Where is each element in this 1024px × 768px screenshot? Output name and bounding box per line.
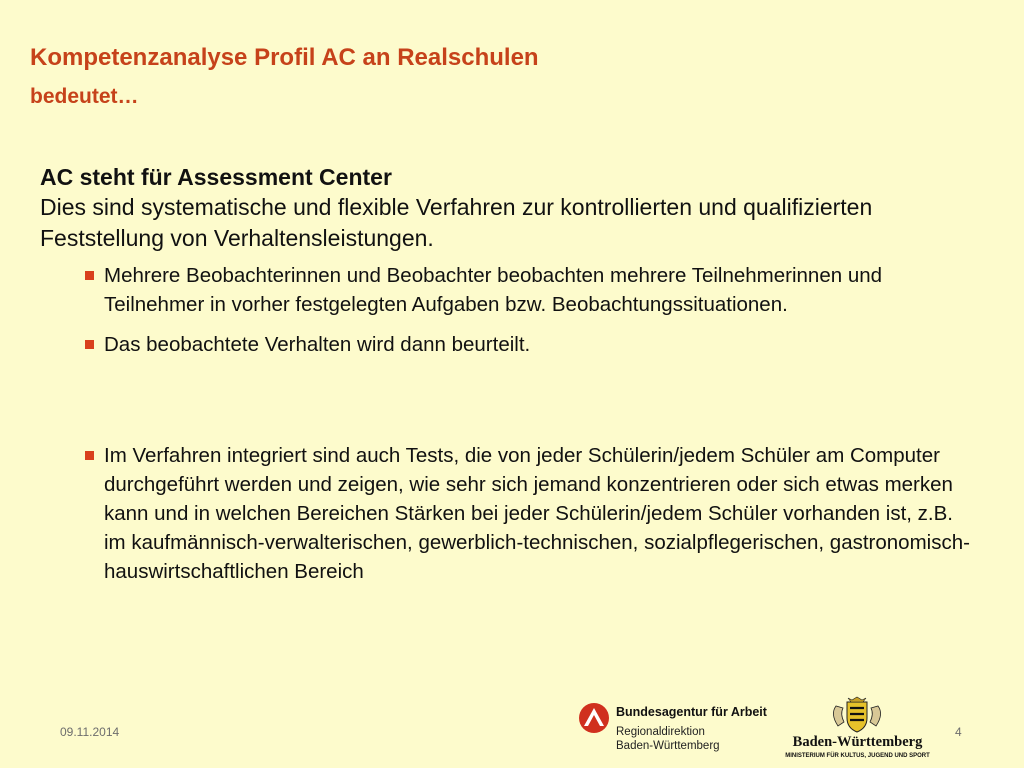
- ba-region-line1: Regionaldirektion: [616, 726, 705, 738]
- ba-logo: [578, 700, 798, 760]
- ba-logo-icon: [578, 702, 610, 734]
- bullet-list: [40, 261, 980, 586]
- bullet-item: [40, 330, 980, 359]
- bullet-text: Mehrere Beobachterinnen und Beobachter beobachten mehrere Teilnehmerinnen und Teilnehmer in vorher festgelegten Aufgaben bzw. Beobachtungssituationen.: [104, 264, 883, 316]
- bullet-square-icon: [85, 271, 94, 280]
- bw-ministry: MINISTERIUM FÜR KULTUS, JUGEND UND SPORT: [785, 753, 930, 759]
- footer-date: 09.11.2014: [60, 725, 120, 739]
- ba-region: [616, 725, 720, 753]
- bullet-item: [40, 261, 964, 319]
- bullet-item: [40, 441, 974, 586]
- bullet-text: Das beobachtete Verhalten wird dann beurteilt.: [104, 333, 531, 356]
- content-heading: AC steht für Assessment Center: [40, 164, 392, 190]
- slide-title: Kompetenzanalyse Profil AC an Realschulen: [30, 44, 539, 71]
- coat-of-arms-icon: [828, 696, 886, 734]
- page-number: 4: [955, 725, 962, 739]
- ba-region-line2: Baden-Württemberg: [616, 740, 720, 752]
- bw-logo: [780, 696, 940, 766]
- bullet-square-icon: [85, 340, 94, 349]
- bullet-text: Im Verfahren integriert sind auch Tests, die von jeder Schülerin/jedem Schüler am Computer durchgeführt werden und zeigen, wie sehr sich jemand konzentrieren oder sich etwas merken kann und in welchen Bereichen Stärken bei jeder Schülerin/jedem Schüler vorhanden ist, z.B. im kaufmännisch-verwalterischen, gewerblich-technischen, sozialpflegerischen, gastronomisch-hauswirtschaftlichen Bereich: [104, 444, 970, 583]
- slide-content: [40, 162, 980, 586]
- bw-name: Baden-Württemberg: [792, 734, 923, 750]
- slide-subtitle: bedeutet…: [30, 85, 139, 108]
- ba-name: Bundesagentur für Arbeit: [616, 705, 767, 719]
- bullet-square-icon: [85, 451, 94, 460]
- content-intro: Dies sind systematische und flexible Verfahren zur kontrollierten und qualifizierten Feststellung von Verhaltensleistungen.: [40, 194, 873, 251]
